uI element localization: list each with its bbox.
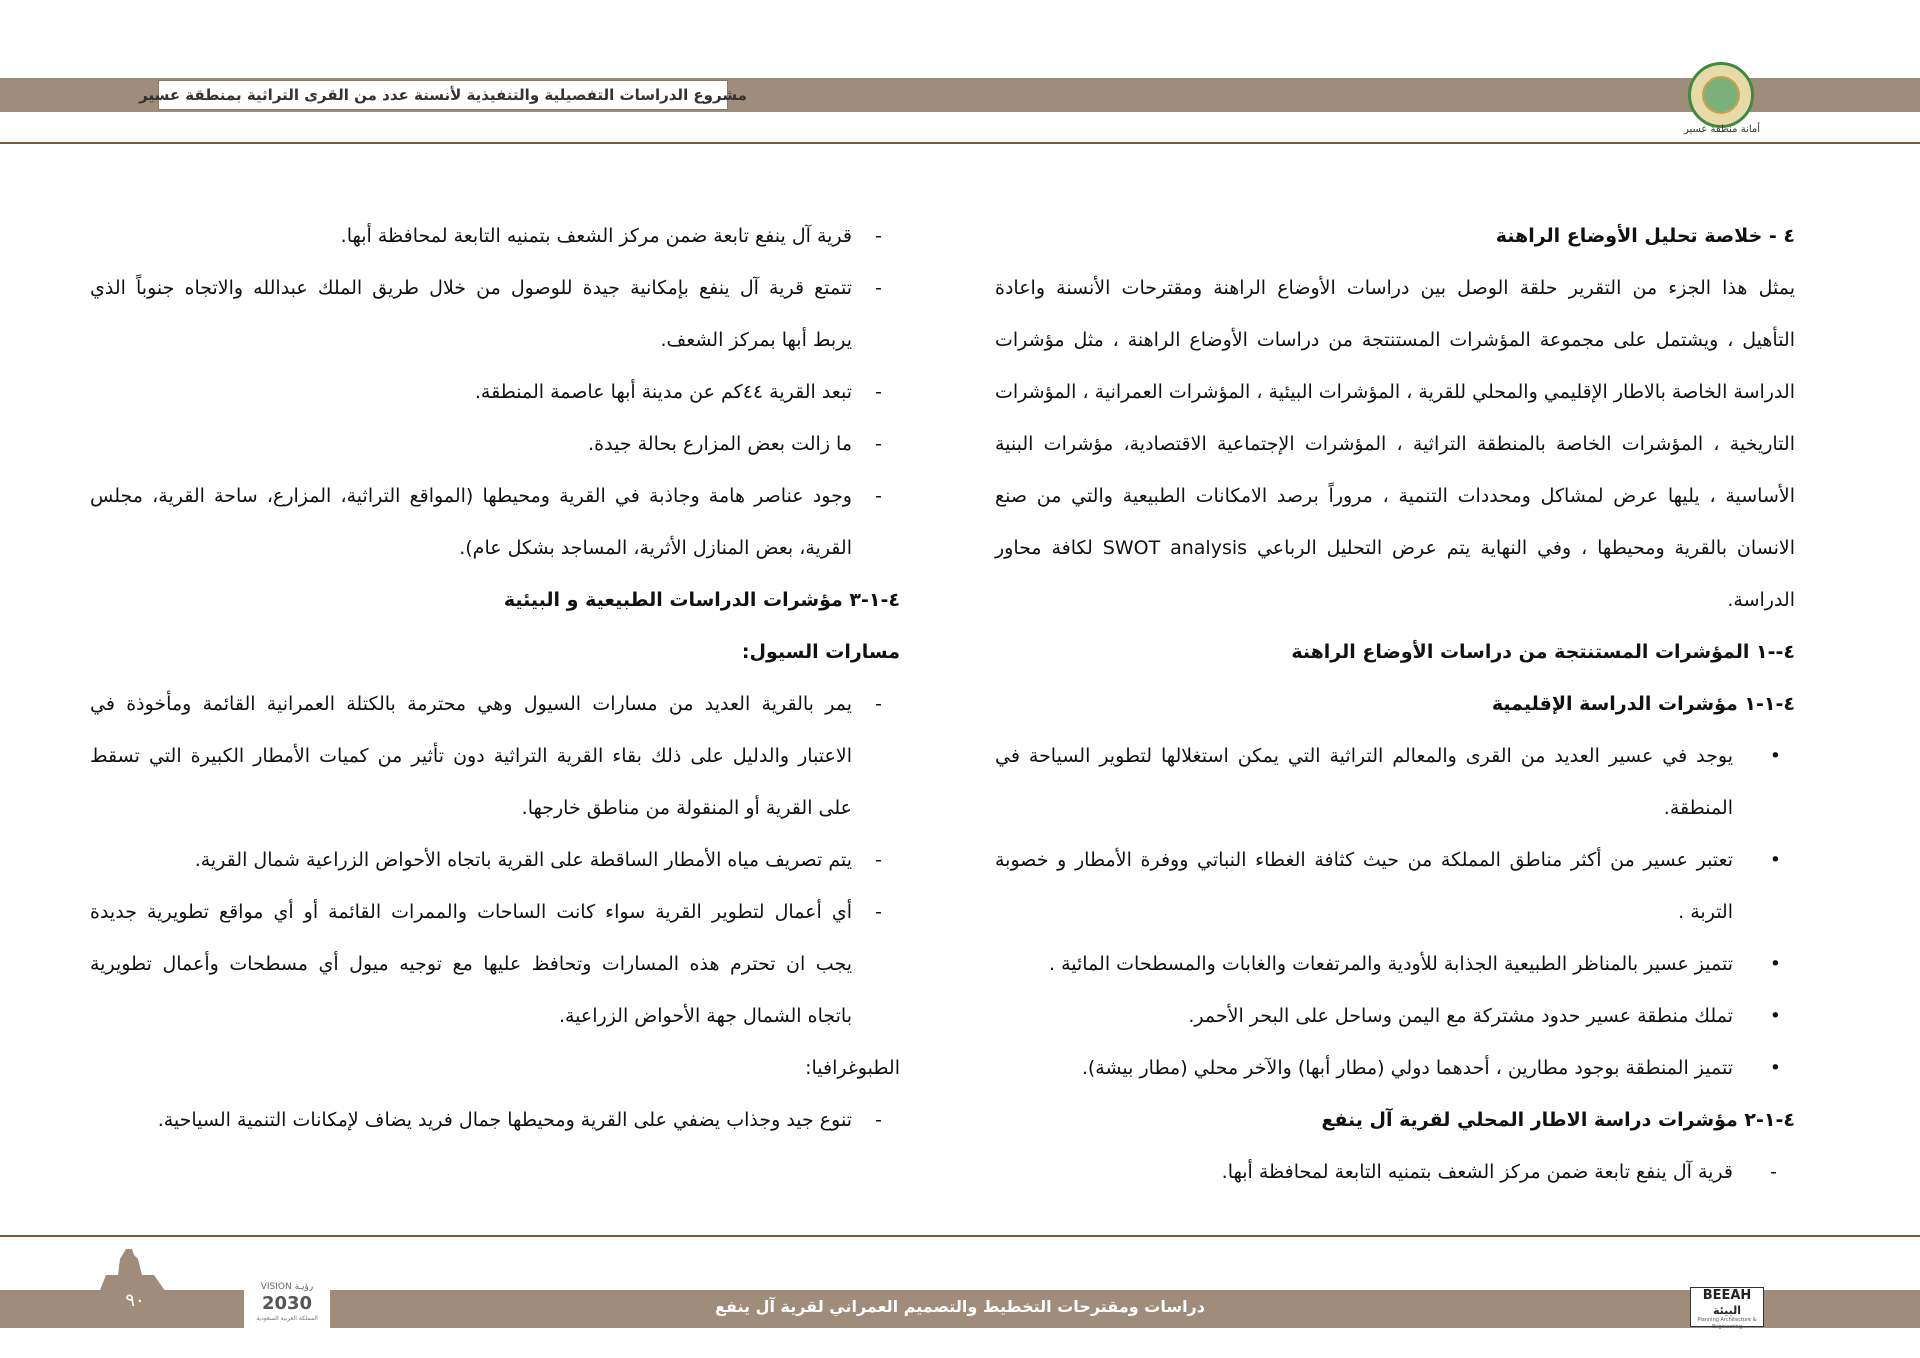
dash-marker: - [875, 1109, 882, 1131]
line-text: الاعتبار والدليل على ذلك بقاء القرية التراثية دون تأثير من كميات الأمطار الكبيرة التي تسقط [90, 745, 852, 767]
footer-rule [0, 1235, 1920, 1237]
bullet-text: المنطقة. [1663, 797, 1733, 819]
heritage-tower-icon [98, 1245, 168, 1295]
local-list-item [995, 1146, 1795, 1198]
header-rule [0, 142, 1920, 144]
logo-caption: أمانة منطقة عسير [1683, 124, 1761, 135]
list-item-line [90, 730, 900, 782]
dash-marker: - [1770, 1161, 1777, 1183]
dash-marker: - [875, 485, 882, 507]
bullet-item [995, 730, 1795, 782]
local-item-text: قرية آل ينفع تابعة ضمن مركز الشعف بتمنيه التابعة لمحافظة أبها. [1221, 1161, 1733, 1183]
intro-line: الدراسة الخاصة بالاطار الإقليمي والمحلي للقرية ، المؤشرات البيئية ، المؤشرات العمرانية ، المؤشرات [995, 381, 1795, 403]
footer-title: دراسات ومقترحات التخطيط والتصميم العمراني لقرية آل ينفع [715, 1297, 1205, 1316]
bullet-item [995, 834, 1795, 886]
line-text: تنوع جيد وجذاب يضفي على القرية ومحيطها جمال فريد يضاف لإمكانات التنمية السياحية. [157, 1109, 852, 1131]
line-text: تبعد القرية ٤٤كم عن مدينة أبها عاصمة المنطقة. [474, 381, 852, 403]
list-item-line [90, 522, 900, 574]
line-text: يربط أبها بمركز الشعف. [660, 329, 852, 351]
dash-marker: - [875, 693, 882, 715]
intro-line: الدراسة. [1727, 589, 1795, 611]
header-title-box [139, 80, 747, 110]
line-text: القرية، بعض المنازل الأثرية، المساجد بشكل عام). [459, 537, 852, 559]
intro-line: يمثل هذا الجزء من التقرير حلقة الوصل بين دراسات الأوضاع الراهنة ومقترحات الأنسنة واعادة [995, 277, 1795, 299]
bullet-item [995, 990, 1795, 1042]
list-item-line [90, 366, 900, 418]
vision-subtitle: المملكة العربية السعودية [256, 1315, 318, 1322]
topic-label [90, 1042, 900, 1094]
intro-line: التأهيل ، ويشتمل على مجموعة المؤشرات المستنتجة من دراسات الأوضاع الراهنة ، مثل مؤشرات [995, 329, 1795, 351]
line-text: يمر بالقرية العديد من مسارات السيول وهي محترمة بالكتلة العمرانية القائمة ومأخوذة في [90, 693, 852, 715]
list-item-line [90, 470, 900, 522]
dash-marker: - [875, 901, 882, 923]
bullet-marker-icon: • [1769, 1005, 1781, 1027]
line-text: يتم تصريف مياه الأمطار الساقطة على القرية باتجاه الأحواض الزراعية شمال القرية. [194, 849, 852, 871]
section-heading: ٤ - خلاصة تحليل الأوضاع الراهنة [1495, 225, 1795, 247]
line-text: ما زالت بعض المزارع بحالة جيدة. [588, 433, 852, 455]
beeah-arabic-wordmark: البيئة [1712, 1304, 1742, 1317]
bullet-marker-icon: • [1769, 1057, 1781, 1079]
list-item-line [90, 262, 900, 314]
intro-paragraph [995, 262, 1795, 626]
bullet-marker-icon: • [1769, 745, 1781, 767]
list-item-line [90, 1094, 900, 1146]
municipality-logo [1688, 62, 1754, 128]
intro-line: الأساسية ، يليها عرض لمشاكل ومحددات التنمية ، مروراً برصد الامكانات الطبيعية والتي من صنع [995, 485, 1795, 507]
bullet-item [995, 938, 1795, 990]
vision-label: VISION رؤيـة [260, 1282, 314, 1292]
list-item-line [90, 782, 900, 834]
bullet-text: التربة . [1678, 901, 1733, 923]
topic-label [90, 626, 900, 678]
regional-bullet-list [995, 730, 1795, 1094]
line-text: على القرية أو المنقولة من مناطق خارجها. [521, 797, 852, 819]
sub-heading-regional: ٤-١-١ مؤشرات الدراسة الإقليمية [1491, 693, 1795, 715]
line-text: تتمتع قرية آل ينفع بإمكانية جيدة للوصول من خلال طريق الملك عبدالله والاتجاه جنوباً الذي [90, 277, 852, 299]
bullet-item [995, 1042, 1795, 1094]
line-text: ٤-١-٣ مؤشرات الدراسات الطبيعية و البيئية [503, 589, 900, 611]
bullet-text: تملك منطقة عسير حدود مشتركة مع اليمن وساحل على البحر الأحمر. [1188, 1005, 1733, 1027]
section-sub-heading [90, 574, 900, 626]
logo-emblem-icon [1702, 76, 1740, 114]
bullet-text: يوجد في عسير العديد من القرى والمعالم التراثية التي يمكن استغلالها لتطوير السياحة في [995, 745, 1733, 767]
beeah-tagline: Planning Architecture & Engineering [1697, 1317, 1757, 1330]
bullet-item [995, 782, 1795, 834]
left-column [90, 210, 900, 1146]
list-item-line [90, 210, 900, 262]
bullet-text: تتميز عسير بالمناظر الطبيعية الجذابة للأودية والمرتفعات والغابات والمسطحات المائية . [1048, 953, 1733, 975]
dash-marker: - [875, 277, 882, 299]
bullet-text: تعتبر عسير من أكثر مناطق المملكة من حيث كثافة الغطاء النباتي ووفرة الأمطار و خصوبة [995, 849, 1733, 871]
list-item-line [90, 990, 900, 1042]
dash-marker: - [875, 849, 882, 871]
right-column [995, 210, 1795, 1198]
list-item-line [90, 678, 900, 730]
line-text: وجود عناصر هامة وجاذبة في القرية ومحيطها (المواقع التراثية، المزارع، ساحة القرية، مجلس [90, 485, 852, 507]
list-item-line [90, 314, 900, 366]
line-text: قرية آل ينفع تابعة ضمن مركز الشعف بتمنيه التابعة لمحافظة أبها. [340, 225, 852, 247]
page-number: ٩٠ [125, 1290, 145, 1311]
vision-number: 2030 [261, 1293, 313, 1314]
list-item-line [90, 834, 900, 886]
beeah-wordmark: BEEAH [1702, 1288, 1752, 1303]
sub-heading-indicators: ٤--١ المؤشرات المستنتجة من دراسات الأوضاع الراهنة [1291, 641, 1795, 663]
line-text: مسارات السيول: [741, 641, 900, 663]
dash-marker: - [875, 381, 882, 403]
dash-marker: - [875, 433, 882, 455]
beeah-logo [1690, 1287, 1764, 1330]
line-text: الطبوغرافيا: [805, 1057, 900, 1079]
sub-heading-local: ٤-١-٢ مؤشرات دراسة الاطار المحلي لقرية آل ينفع [1321, 1109, 1795, 1131]
bullet-item [995, 886, 1795, 938]
dash-marker: - [875, 225, 882, 247]
list-item-line [90, 886, 900, 938]
line-text: يجب ان تحترم هذه المسارات وتحافظ عليها مع توجيه ميول أي مسطحات وأعمال تطويرية [90, 953, 852, 975]
list-item-line [90, 418, 900, 470]
intro-line: التاريخية ، المؤشرات الخاصة بالمنطقة التراثية ، المؤشرات الإجتماعية الاقتصادية، مؤشرات البنية [995, 433, 1795, 455]
project-title: مشروع الدراسات التفصيلية والتنفيذية لأنسنة عدد من القرى التراثية بمنطقة عسير [139, 86, 747, 104]
bullet-text: تتميز المنطقة بوجود مطارين ، أحدهما دولي (مطار أبها) والآخر محلي (مطار بيشة). [1081, 1057, 1733, 1079]
list-item-line [90, 938, 900, 990]
bullet-marker-icon: • [1769, 849, 1781, 871]
vision-2030-logo [244, 1282, 330, 1332]
line-text: أي أعمال لتطوير القرية سواء كانت الساحات والممرات القائمة أو أي مواقع تطويرية جديدة [90, 901, 852, 923]
intro-line: الانسان بالقرية ومحيطها ، وفي النهاية يتم عرض التحليل الرباعي SWOT analysis لكافة محاور [995, 537, 1795, 559]
bullet-marker-icon: • [1769, 953, 1781, 975]
line-text: باتجاه الشمال جهة الأحواض الزراعية. [558, 1005, 852, 1027]
